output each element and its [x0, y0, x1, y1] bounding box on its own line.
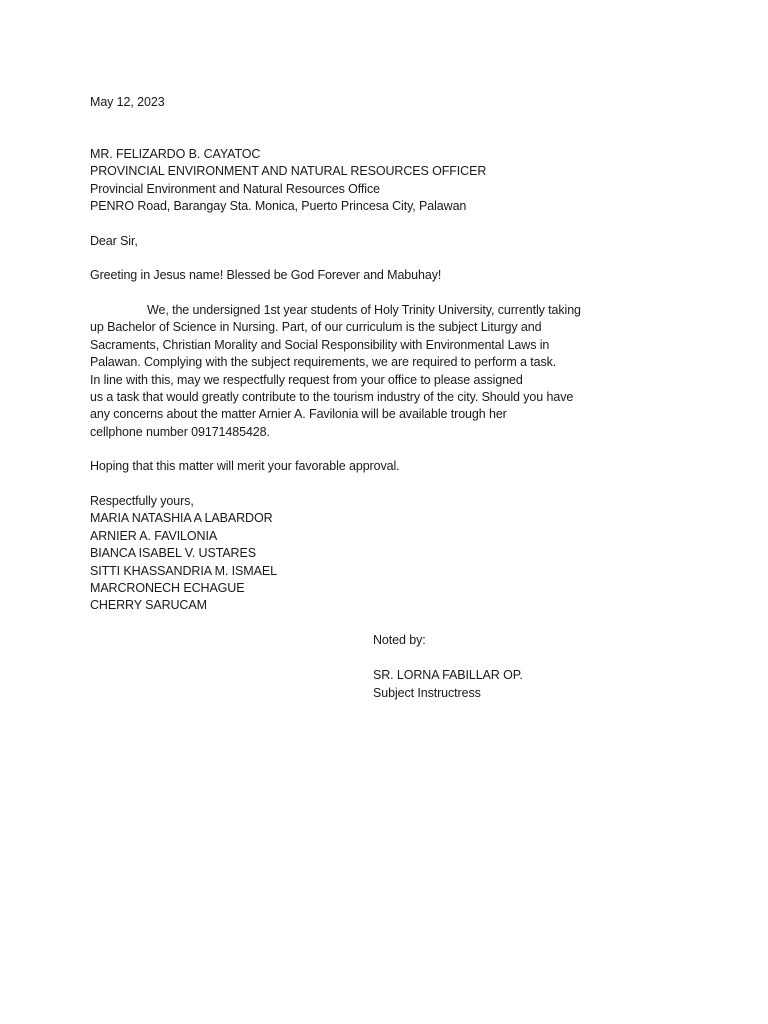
- noted-by-title: Subject Instructress: [373, 686, 481, 700]
- body-line: up Bachelor of Science in Nursing. Part, of our curriculum is the subject Liturgy and: [90, 320, 542, 335]
- closing-line: Hoping that this matter will merit your favorable approval.: [90, 459, 400, 473]
- salutation: Dear Sir,: [90, 234, 138, 248]
- body-line: We, the undersigned 1st year students of Holy Trinity University, currently taking: [147, 303, 581, 317]
- signatory-name: MARIA NATASHIA A LABARDOR: [90, 511, 273, 526]
- body-line: Sacraments, Christian Morality and Social Responsibility with Environmental Laws in: [90, 337, 550, 352]
- signatory-name: SITTI KHASSANDRIA M. ISMAEL: [90, 563, 277, 578]
- greeting: Greeting in Jesus name! Blessed be God Forever and Mabuhay!: [90, 268, 442, 282]
- body-line: cellphone number 09171485428.: [90, 424, 270, 439]
- recipient-title: PROVINCIAL ENVIRONMENT AND NATURAL RESOURCES OFFICER: [90, 164, 487, 179]
- recipient-name: MR. FELIZARDO B. CAYATOC: [90, 147, 261, 161]
- recipient-block: [90, 146, 610, 216]
- recipient-address: PENRO Road, Barangay Sta. Monica, Puerto Princesa City, Palawan: [90, 199, 467, 214]
- body-line: any concerns about the matter Arnier A. Favilonia will be available trough her: [90, 407, 507, 422]
- signatory-name: CHERRY SARUCAM: [90, 598, 207, 613]
- body-paragraph: [90, 302, 610, 441]
- signatory-name: ARNIER A. FAVILONIA: [90, 528, 218, 543]
- recipient-office: Provincial Environment and Natural Resources Office: [90, 181, 380, 196]
- body-line: us a task that would greatly contribute to the tourism industry of the city. Should you have: [90, 390, 574, 405]
- noted-by-name: SR. LORNA FABILLAR OP.: [373, 668, 523, 682]
- signatory-name: BIANCA ISABEL V. USTARES: [90, 546, 256, 561]
- body-line: Palawan. Complying with the subject requirements, we are required to perform a task.: [90, 355, 557, 370]
- signatory-name: MARCRONECH ECHAGUE: [90, 581, 245, 596]
- letter-date: May 12, 2023: [90, 95, 165, 109]
- complimentary-close: Respectfully yours,: [90, 494, 194, 508]
- body-line: In line with this, may we respectfully request from your office to please assigned: [90, 372, 523, 387]
- signature-block: [90, 493, 610, 615]
- noted-by-label: Noted by:: [373, 633, 426, 647]
